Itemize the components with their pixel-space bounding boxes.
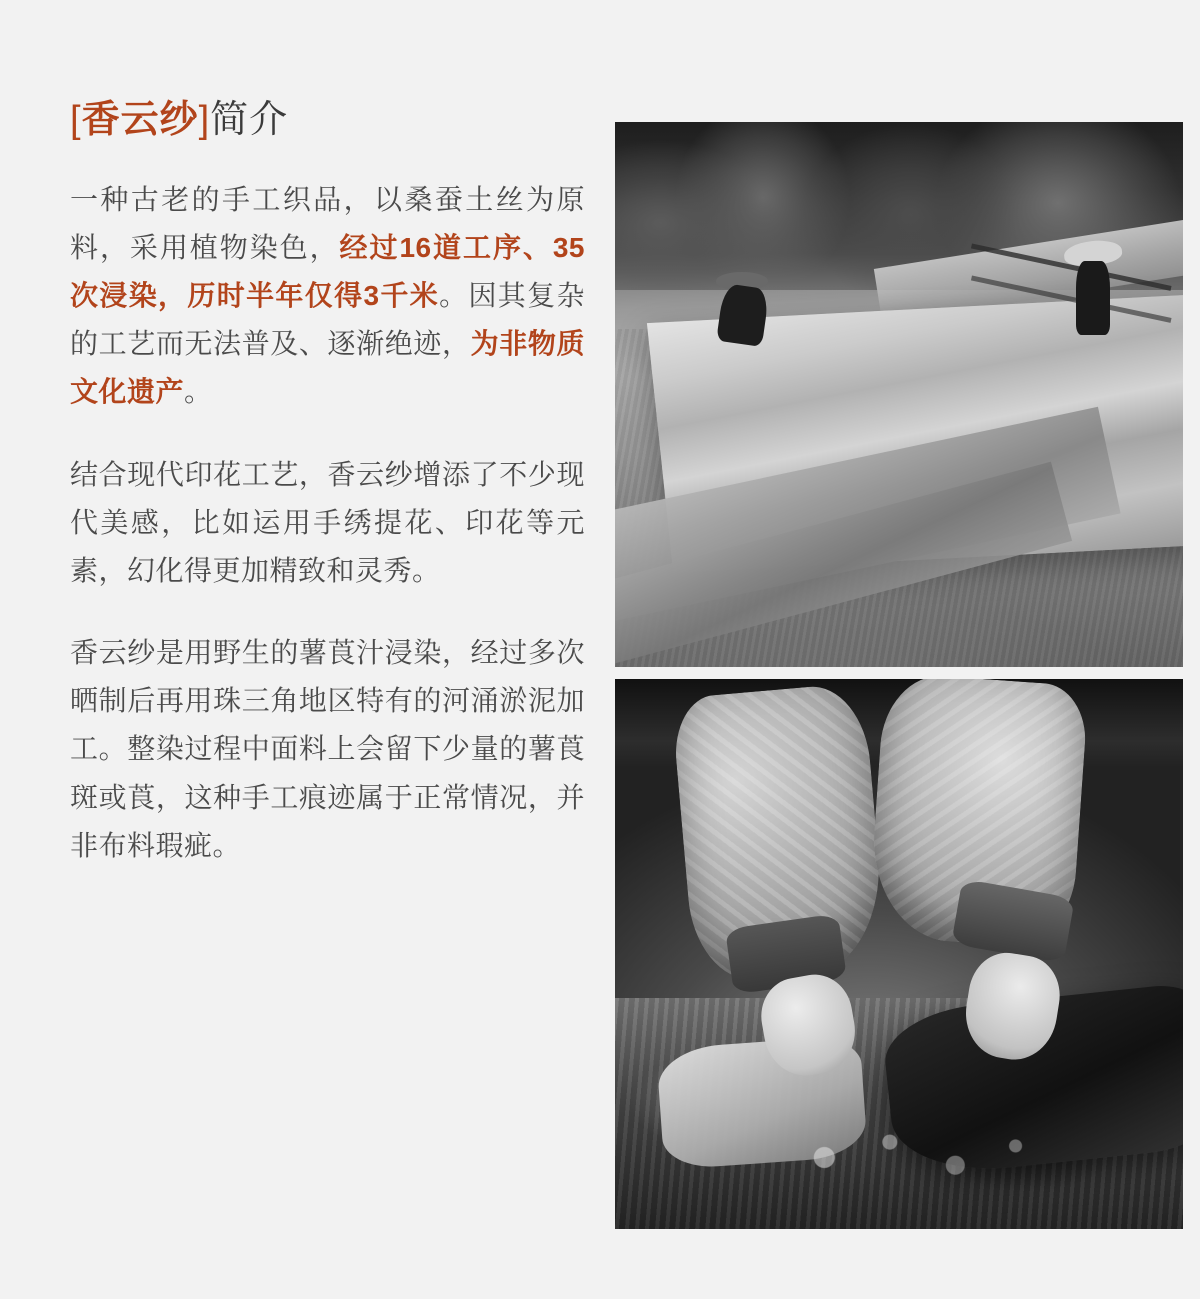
- text-column: [70, 100, 615, 870]
- image-column: [615, 100, 1183, 1229]
- title-brand: 香云纱: [81, 99, 199, 141]
- photo-worker-right: [1062, 231, 1132, 351]
- text-segment: 香云纱是用野生的薯莨汁浸染，经过多次晒制后再用珠三角地区特有的河涌淤泥加工。整染过程中面料上会留下少量的薯莨斑或莨，这种手工痕迹属于正常情况，并非布料瑕疵。: [70, 637, 585, 861]
- highlight-segment: 经过16道工序、35次浸染，历时半年仅得3千米: [70, 231, 585, 312]
- text-segment: 。: [184, 376, 213, 408]
- title-bracket-close: ]: [198, 99, 211, 141]
- paragraph-dyeing-process: [70, 629, 585, 870]
- photo-drying-silk: [615, 122, 1183, 667]
- photo-mud-dyeing: [615, 679, 1183, 1229]
- text-segment: 。因其复杂的工艺而无法普及、逐渐绝迹，: [70, 280, 585, 360]
- text-segment: 结合现代印花工艺，香云纱增添了不少现代美感，比如运用手绣提花、印花等元素，幻化得更加精致和灵秀。: [70, 458, 585, 586]
- page-title: [70, 100, 585, 142]
- highlight-segment: 为非物质文化遗产: [70, 328, 585, 408]
- photo-foam: [785, 1119, 1046, 1196]
- photo-worker-body: [716, 283, 770, 347]
- text-segment: 一种古老的手工织品，以桑蚕土丝为原料，采用植物染色，: [70, 183, 585, 263]
- paragraph-modern-craft: [70, 451, 585, 595]
- title-bracket-open: [: [70, 99, 82, 141]
- photo-worker-body: [1076, 261, 1110, 335]
- paragraph-intro: [70, 176, 585, 417]
- photo-worker-left: [712, 264, 782, 364]
- title-suffix: 简介: [210, 99, 289, 141]
